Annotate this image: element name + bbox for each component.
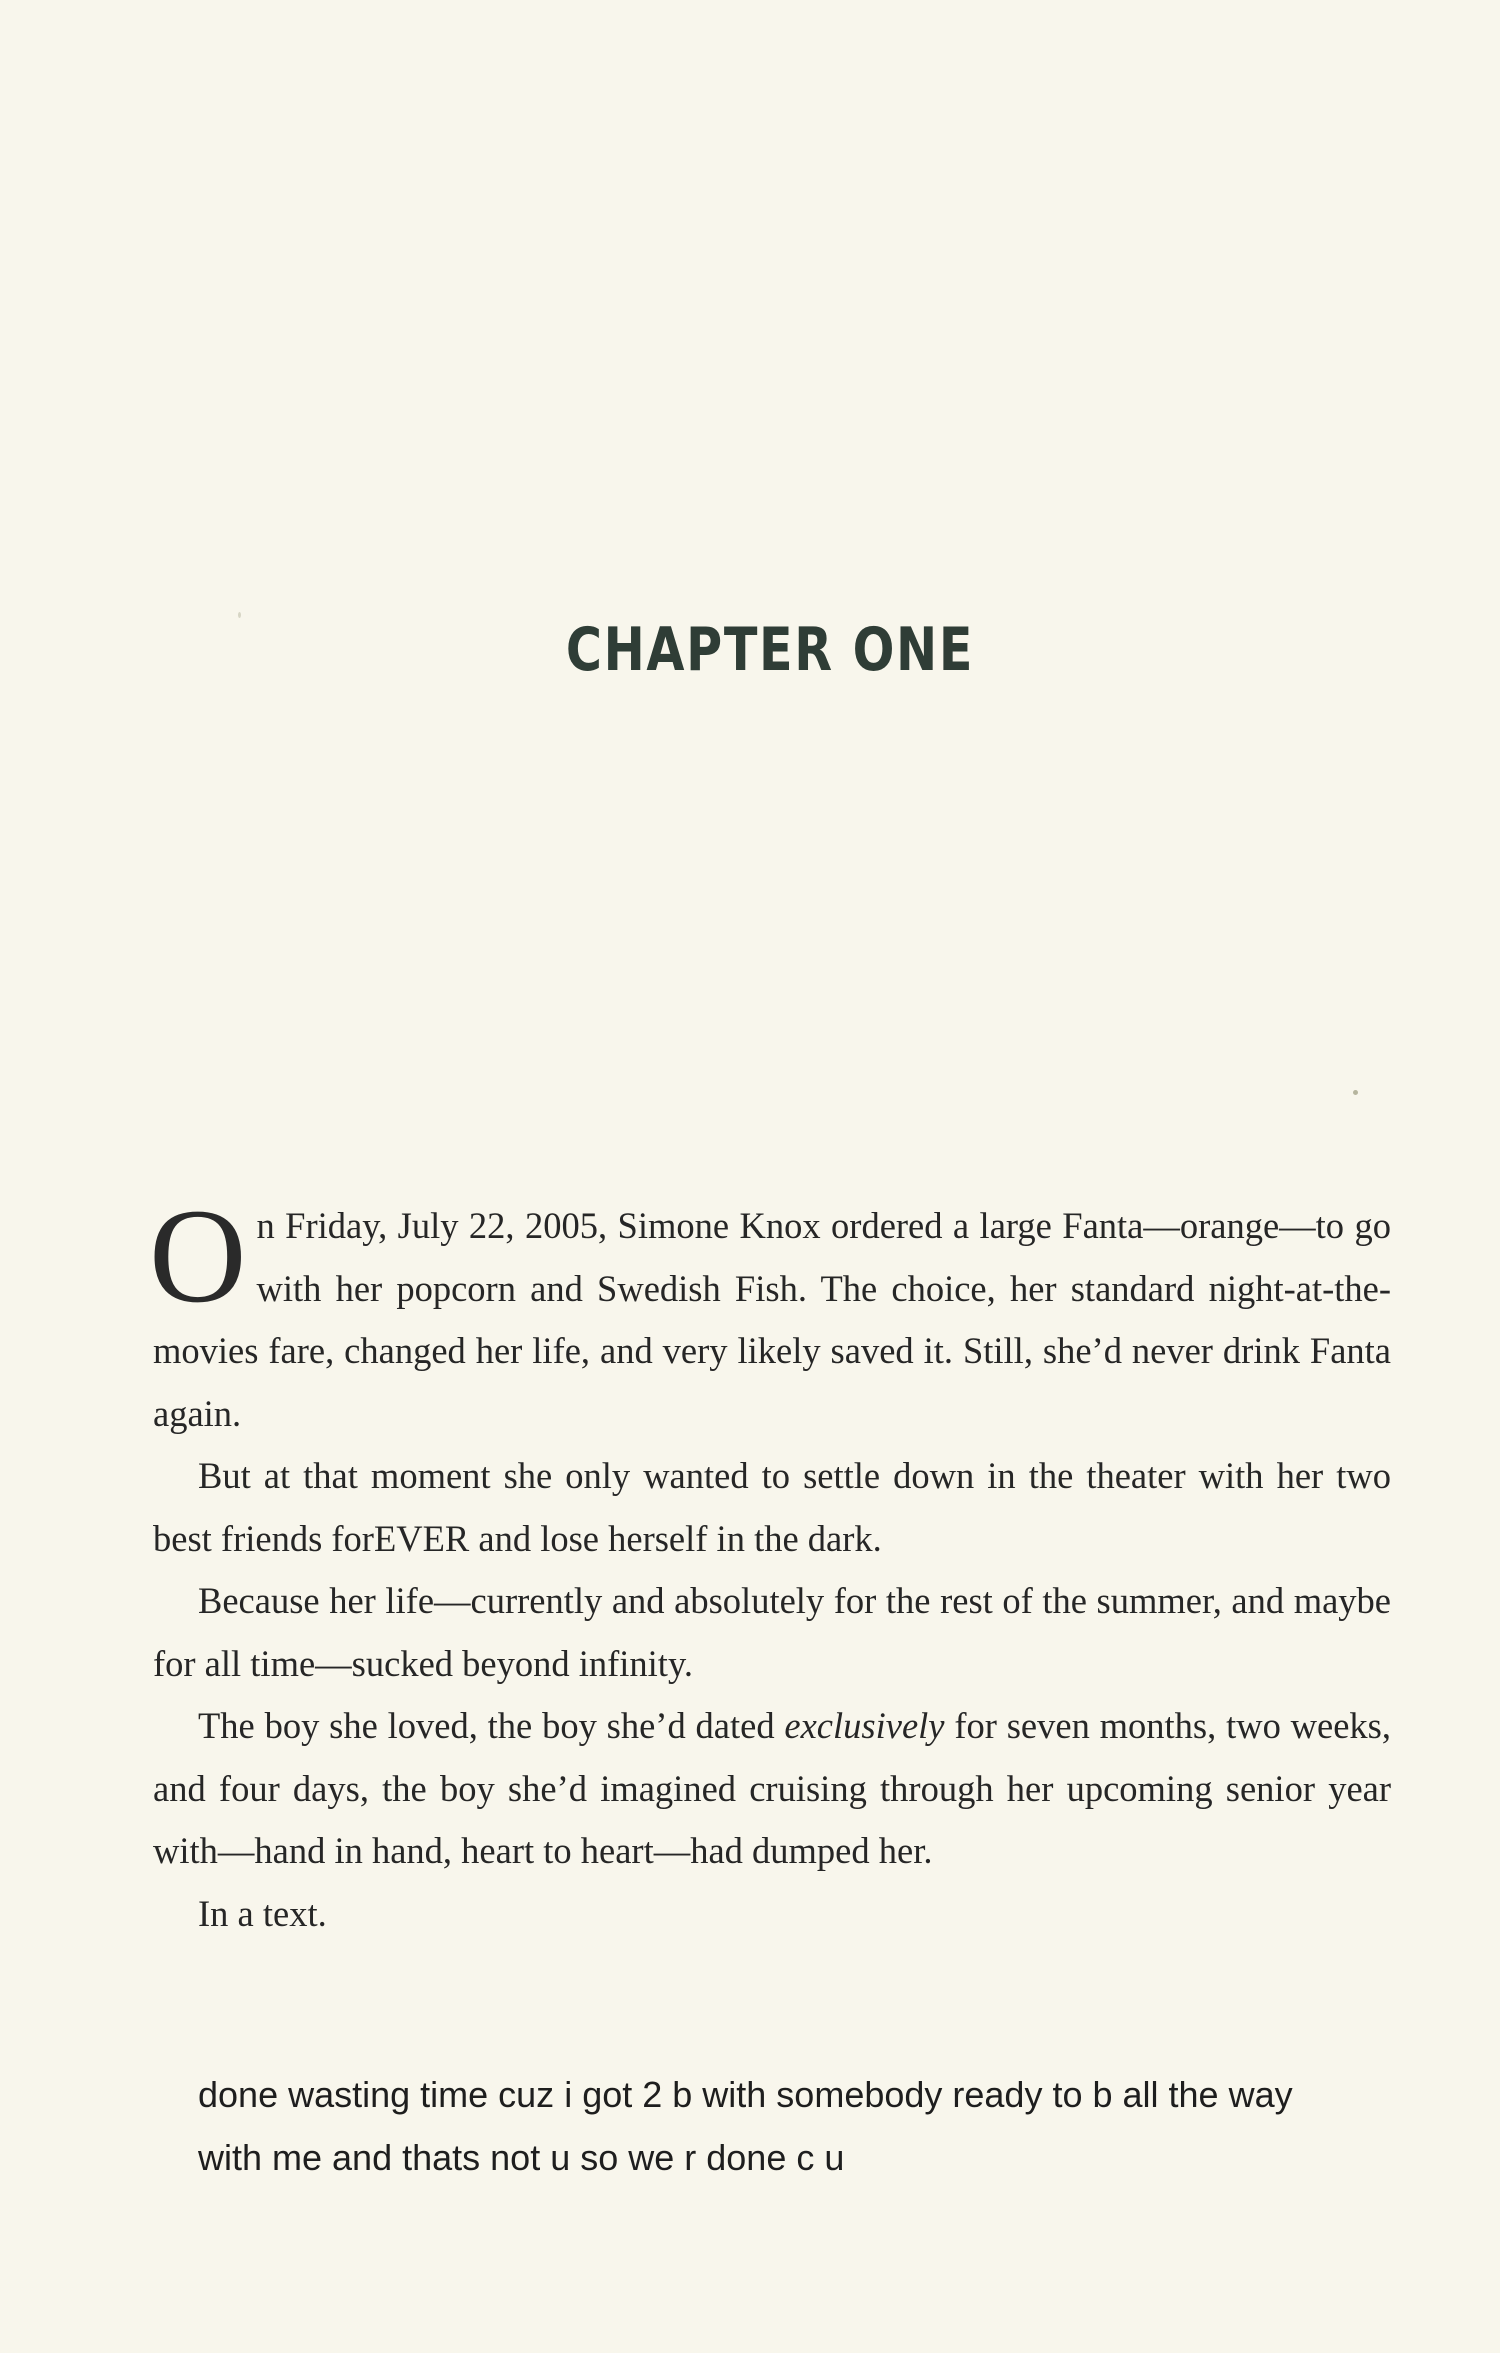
text-message-line-1: done wasting time cuz i got 2 b with somebody ready to b all the way (198, 2074, 1293, 2115)
paragraph-4-text-end: for seven months, two weeks, and four days, the boy she’d imagined cruising through her upcoming senior year with—hand in hand, heart to heart—had dumped her. (153, 1705, 1391, 1871)
chapter-body (149, 1182, 1391, 1945)
paragraph-4 (153, 1695, 1391, 1883)
paragraph-1 (149, 1182, 1391, 1445)
paragraph-3: Because her life—currently and absolutely for the rest of the summer, and maybe for all time—sucked beyond infinity. (153, 1580, 1391, 1684)
text-message-line-2: with me and thats not u so we r done c u (198, 2137, 845, 2178)
chapter-title: CHAPTER ONE (565, 615, 975, 685)
paragraph-4-text-start: The boy she loved, the boy she’d dated (198, 1705, 785, 1746)
paper-speck (1353, 1090, 1358, 1095)
paragraph-2: But at that moment she only wanted to settle down in the theater with her two best friends forEVER and lose herself in the dark. (153, 1455, 1391, 1559)
emphasis-exclusively: exclusively (784, 1705, 945, 1746)
paragraph-5: In a text. (198, 1892, 327, 1934)
text-message (198, 2063, 1398, 2189)
drop-cap: O (149, 1182, 247, 1331)
paragraph-1-text: n Friday, July 22, 2005, Simone Knox ordered a large Fanta—orange—to go with her popcorn and Swedish Fish. The choice, her standard night-at-the-movies fare, changed her life, and very likely saved it. Still, she’d never drink Fanta again. (153, 1205, 1391, 1434)
